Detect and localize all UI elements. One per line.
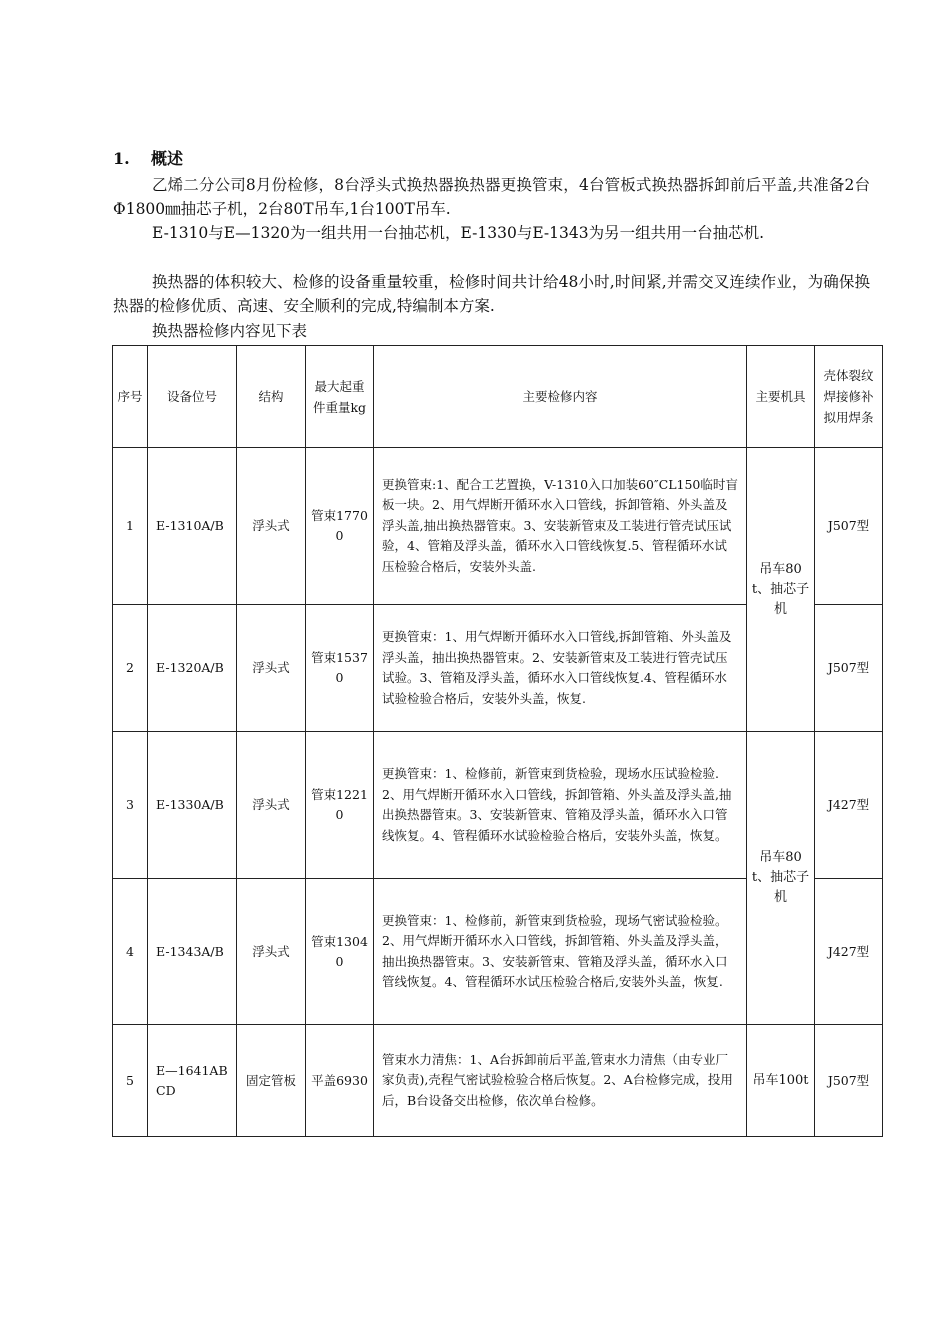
paragraph-table-intro: 换热器检修内容见下表 [152, 322, 308, 340]
maintenance-table [112, 345, 883, 1137]
paragraph-schedule: 换热器的体积较大、检修的设备重量较重，检修时间共计给48小时,时间紧,并需交叉连续作业，为确保换热器的检修优质、高速、安全顺利的完成,特编制本方案. [113, 273, 870, 315]
row-content: 更换管束:1、配合工艺置换，V-1310入口加装60″CL150临时盲板一块。2、用气焊断开循环水入口管线，拆卸管箱、外头盖及浮头盖,抽出换热器管束。3、安装新管束及工装进行管壳试压试验，4、管箱及浮头盖，循环水入口管线恢复.5、管程循环水试压检验合格后，安装外头盖. [374, 448, 747, 605]
row-seq: 3 [113, 732, 148, 879]
header-content: 主要检修内容 [374, 346, 747, 448]
row-weight: 管束12210 [306, 732, 374, 879]
header-machine: 主要机具 [747, 346, 815, 448]
row-weight: 管束17700 [306, 448, 374, 605]
row-weight: 平盖6930 [306, 1025, 374, 1137]
section-number: 1. [113, 149, 130, 168]
row-machine-group-2: 吊车80t、抽芯子机 [747, 732, 815, 1025]
row-struct: 浮头式 [237, 732, 306, 879]
row-weight: 管束13040 [306, 879, 374, 1025]
row-struct: 浮头式 [237, 448, 306, 605]
table-row [113, 732, 883, 879]
header-equip: 设备位号 [148, 346, 237, 448]
row-content: 更换管束：1、检修前，新管束到货检验，现场气密试验检验。2、用气焊断开循环水入口管线，拆卸管箱、外头盖及浮头盖，抽出换热器管束。3、安装新管束、管箱及浮头盖，循环水入口管线恢复。4、管程循环水试压检验合格后,安装外头盖，恢复. [374, 879, 747, 1025]
row-weight: 管束15370 [306, 605, 374, 732]
row-content: 更换管束：1、用气焊断开循环水入口管线,拆卸管箱、外头盖及浮头盖，抽出换热器管束。2、安装新管束及工装进行管壳试压试验。3、管箱及浮头盖，循环水入口管线恢复.4、管程循环水试验检验合格后，安装外头盖，恢复. [374, 605, 747, 732]
row-struct: 浮头式 [237, 879, 306, 1025]
paragraph-grouping: E-1310与E—1320为一组共用一台抽芯机，E-1330与E-1343为另一组共用一台抽芯机. [152, 224, 765, 242]
section-heading [113, 148, 183, 170]
row-seq: 5 [113, 1025, 148, 1137]
row-struct: 浮头式 [237, 605, 306, 732]
row-equip: E—1641ABCD [148, 1025, 237, 1137]
row-equip: E-1320A/B [148, 605, 237, 732]
table-row [113, 1025, 883, 1137]
row-struct: 固定管板 [237, 1025, 306, 1137]
section-title: 概述 [151, 149, 184, 168]
row-machine-group-1: 吊车80t、抽芯子机 [747, 448, 815, 732]
row-electrode: J427型 [815, 879, 883, 1025]
header-seq: 序号 [113, 346, 148, 448]
row-electrode: J507型 [815, 605, 883, 732]
row-content: 更换管束：1、检修前，新管束到货检验，现场水压试验检验.2、用气焊断开循环水入口管线，拆卸管箱、外头盖及浮头盖,抽出换热器管束。3、安装新管束、管箱及浮头盖，循环水入口管线恢复。4、管程循环水试验检验合格后，安装外头盖，恢复。 [374, 732, 747, 879]
row-seq: 4 [113, 879, 148, 1025]
paragraph-overview: 乙烯二分公司8月份检修，8台浮头式换热器换热器更换管束，4台管板式换热器拆卸前后平盖,共准备2台 Φ1800㎜抽芯子机，2台80T吊车,1台100T吊车. [113, 176, 870, 218]
table-row [113, 448, 883, 605]
row-equip: E-1310A/B [148, 448, 237, 605]
row-machine: 吊车100t [747, 1025, 815, 1137]
row-electrode: J507型 [815, 1025, 883, 1137]
row-content: 管束水力清焦：1、A台拆卸前后平盖,管束水力清焦（由专业厂家负责),壳程气密试验检验合格后恢复。2、A台检修完成，投用后，B台设备交出检修，依次单台检修。 [374, 1025, 747, 1137]
row-seq: 1 [113, 448, 148, 605]
header-weight: 最大起重件重量kg [306, 346, 374, 448]
header-struct: 结构 [237, 346, 306, 448]
row-seq: 2 [113, 605, 148, 732]
row-equip: E-1343A/B [148, 879, 237, 1025]
table-header-row [113, 346, 883, 448]
row-electrode: J507型 [815, 448, 883, 605]
row-electrode: J427型 [815, 732, 883, 879]
row-equip: E-1330A/B [148, 732, 237, 879]
header-electrode: 壳体裂纹焊接修补拟用焊条 [815, 346, 883, 448]
